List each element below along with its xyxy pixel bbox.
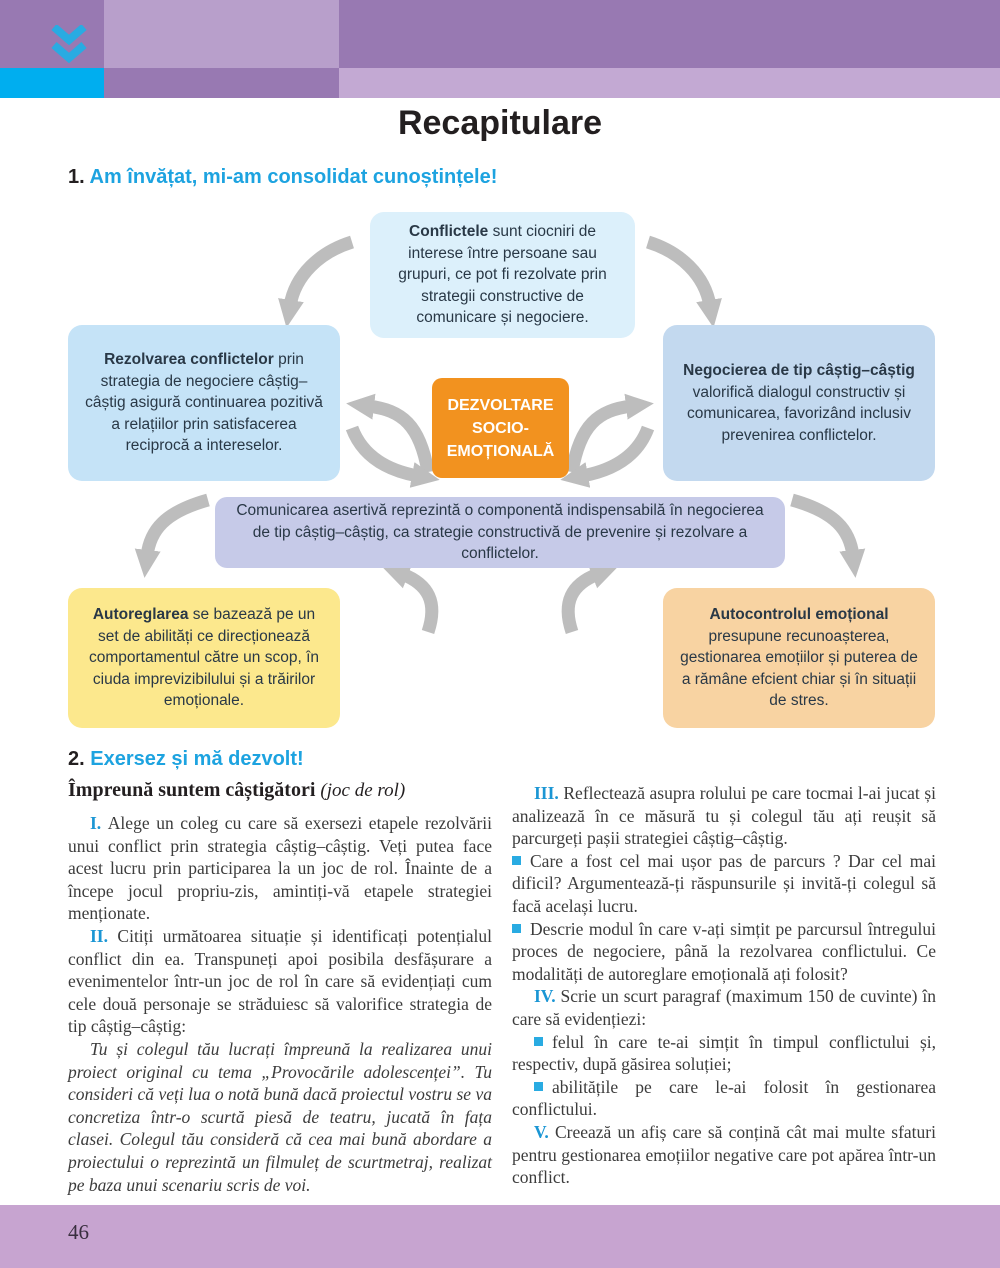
section-1-title: Am învățat, mi-am consolidat cunoștințele! [89, 166, 498, 188]
exercise-paragraph [68, 812, 492, 925]
box-selfregulation-text: se bazează pe un set de abilități ce direcționează comportamentul către un scop, în ciuda imprevizibilului și a trăirilor emoționale. [88, 606, 320, 710]
roman-numeral-marker: II. [90, 925, 118, 946]
center-line-2: SOCIO- [472, 419, 529, 437]
paragraph-text: Alege un coleg cu care să exersezi etapele rezolvării unui conflict prin strategia câștig–câștig. Veți putea face acest lucru prin participarea la un joc de rol. Înainte de a începe jocul propriu-zis, amintiți-vă etapele strategiei menționate. [68, 813, 492, 924]
arrow-left-down-icon [352, 428, 418, 476]
roman-numeral-marker: IV. [534, 986, 561, 1007]
paragraph-text: felul în care te-ai simțit în timpul conflictului și, respectiv, după găsirea soluției; [512, 1031, 936, 1075]
section-2-title: Exersez și mă dezvolt! [90, 748, 304, 770]
arrow-right-down-icon [582, 428, 648, 476]
bullet-item [512, 1031, 936, 1076]
arrow-left-up-icon [368, 406, 428, 472]
section-1-number: 1. [68, 166, 85, 188]
diagram-box-selfregulation [68, 588, 340, 728]
arrow-band-to-yellow-icon [147, 500, 208, 556]
exercise-paragraph [68, 925, 492, 1038]
bullet-square-icon [534, 1037, 543, 1046]
paragraph-text: Creează un afiș care să conțină cât mai multe sfaturi pentru gestionarea emoțiilor negative care pot apărea într-un conflict. [512, 1121, 936, 1188]
roman-numeral-marker: III. [534, 783, 564, 803]
box-resolution-text: prin strategia de negociere câștig–câștig asigură continuarea pozitivă a relațiilor prin satisfacerea reciprocă a intereselor. [85, 351, 323, 455]
exercise-subtitle [68, 779, 405, 802]
arrow-yellow-to-band-icon [402, 574, 432, 632]
exercise-column-right [512, 782, 936, 1189]
bullet-square-icon [512, 856, 521, 865]
roman-numeral-marker: I. [90, 813, 108, 833]
paragraph-text: Tu și colegul tău lucrați împreună la realizarea unui proiect original cu tema „Provocările adolescenței”. Tu consideri că veți lua o notă bună dacă proiectul vostru se va concretiza într-o scurtă piesă de teatru, jucată în fața clasei. Colegul tău consideră că cea mai bună abordare a proiectului o reprezintă un filmuleț de scurtmetraj, realizat pe baza unui scenariu scris de voi. [68, 1038, 492, 1195]
diagram-box-negotiation [663, 325, 935, 481]
exercise-column-left [68, 812, 492, 1196]
box-selfcontrol-keyword: Autocontrolul emoțional [709, 606, 889, 624]
paragraph-text: Descrie modul în care v-ați simțit pe parcursul întregului proces de negociere, până la rezolvarea conflictului. Ce modalități de autoreglare emoțională ați folosit? [512, 918, 936, 984]
box-selfregulation-keyword: Autoreglarea [92, 606, 189, 624]
center-line-1: DEZVOLTARE [447, 396, 554, 414]
box-conflicts-keyword: Conflictele [409, 223, 489, 241]
diagram-box-selfcontrol [663, 588, 935, 728]
box-resolution-keyword: Rezolvarea conflictelor [104, 351, 274, 369]
bullet-item [512, 1076, 936, 1121]
footer-band [0, 1205, 1000, 1268]
section-2-number: 2. [68, 748, 85, 770]
paragraph-text: Care a fost cel mai ușor pas de parcurs ? Dar cel mai dificil? Argumentează-ți răspunsurile și invită-ți colegul să facă același lucru. [512, 850, 936, 916]
diagram-band-assertive-communication [215, 497, 785, 568]
bullet-square-icon [512, 924, 521, 933]
header-block-light-mid [104, 0, 339, 68]
paragraph-text: abilitățile pe care le-ai folosit în gestionarea conflictului. [512, 1076, 936, 1120]
diagram-box-resolution [68, 325, 340, 481]
arrow-top-to-left-icon [290, 242, 352, 306]
header-block-cyan [0, 68, 104, 98]
scenario-paragraph [68, 1038, 492, 1196]
bullet-item [512, 918, 936, 986]
roman-numeral-marker: V. [534, 1121, 555, 1142]
header-block-dark-mid [104, 68, 339, 98]
arrow-band-to-peach-icon [792, 500, 853, 556]
page-number: 46 [68, 1220, 89, 1244]
box-negotiation-keyword: Negocierea de tip câștig–câștig [683, 362, 915, 379]
box-conflicts-text: sunt ciocniri de interese între persoane sau grupuri, ce pot fi rezolvate prin strategii constructive de comunicare și negociere. [398, 223, 607, 327]
box-selfcontrol-text: presupune recunoașterea, gestionarea emoțiilor și puterea de a rămâne efcient chiar și în situații de stres. [680, 627, 918, 710]
header-block-dark-right [339, 0, 1000, 68]
exercise-paragraph [512, 1121, 936, 1189]
exercise-paragraph [512, 782, 936, 850]
section-2-heading [68, 748, 304, 771]
header-block-pale-right [339, 68, 1000, 98]
page-title: Recapitulare [397, 104, 603, 142]
chevron-double-down-icon [50, 25, 88, 67]
arrow-top-to-right-icon [648, 242, 710, 306]
paragraph-text: Reflectează asupra rolului pe care tocmai l-ai jucat și analizează în ce măsură tu și colegul tău ați reușit să parcurgeți pașii strategiei câștig–câștig. [512, 783, 937, 849]
band-text: Comunicarea asertivă reprezintă o componentă indispensabilă în negocierea de tip câștig–câștig, ca strategie constructivă de prevenire și rezolvare a conflictelor. [236, 502, 764, 563]
diagram-box-socioemotional [432, 378, 569, 478]
bullet-item [512, 850, 936, 918]
subtitle-italic: (joc de rol) [320, 780, 406, 801]
diagram-box-conflicts [370, 212, 635, 338]
subtitle-bold: Împreună suntem câștigători [68, 779, 316, 801]
arrow-right-up-icon [572, 406, 632, 472]
paragraph-text: Scrie un scurt paragraf (maximum 150 de cuvinte) în care să evidențiezi: [512, 986, 936, 1029]
arrow-peach-to-band-icon [568, 574, 598, 632]
exercise-paragraph [512, 985, 936, 1030]
box-negotiation-text: valorifică dialogul constructiv și comunicarea, favorizând inclusiv prevenirea conflictelor. [687, 383, 911, 444]
center-line-3: EMOȚIONALĂ [446, 442, 555, 460]
section-1-heading [68, 166, 497, 189]
bullet-square-icon [534, 1082, 543, 1091]
paragraph-text: Citiți următoarea situație și identificați potențialul conflict din ea. Transpuneți apoi posibila desfășurare a evenimentelor într-un joc de rol în care să evidențiați cum cele două personaje se străduiesc să valorifice strategia de tip câștig–câștig: [68, 925, 492, 1037]
